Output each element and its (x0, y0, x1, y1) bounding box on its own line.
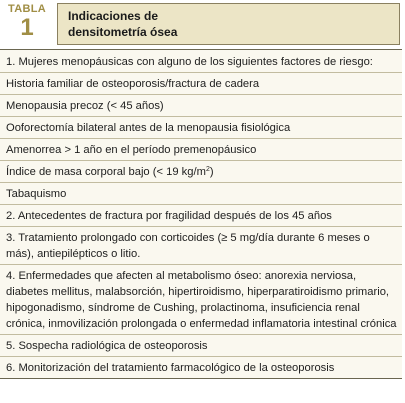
table-title-box (57, 3, 400, 45)
table-row-criterion-2: 2. Antecedentes de fractura por fragilidad después de los 45 años (0, 204, 402, 226)
table-row-oophorectomy: Ooforectomía bilateral antes de la menopausia fisiológica (0, 116, 402, 138)
table-number: 1 (20, 14, 34, 41)
table-row-criterion-4: 4. Enfermedades que afecten al metabolismo óseo: anorexia nerviosa, diabetes mellitus, malabsorción, hipertiroidismo, hiperparatiroidismo primario, hipogonadismo, síndrome de Cushing, prolactinoma, insuficiencia renal crónica, inmovilización prolongada o enfermedad inflamatoria intestinal crónica (0, 264, 402, 334)
low-bmi-superscript: 2 (205, 166, 210, 173)
table-row-criterion-5: 5. Sospecha radiológica de osteoporosis (0, 334, 402, 356)
table-title: Indicaciones de densitometría ósea (68, 9, 178, 39)
table-header (0, 0, 402, 50)
table-row-low-bmi (0, 160, 402, 182)
table-row-criterion-6: 6. Monitorización del tratamiento farmacológico de la osteoporosis (0, 356, 402, 378)
table-row-criterion-3: 3. Tratamiento prolongado con corticoides (≥ 5 mg/día durante 6 meses o más), antiepilépticos o litio. (0, 226, 402, 264)
table-body (0, 50, 402, 379)
table-row-amenorrhea: Amenorrea > 1 año en el período premenopáusico (0, 138, 402, 160)
table-label: TABLA (8, 3, 46, 15)
table-row-family-history: Historia familiar de osteoporosis/fractura de cadera (0, 72, 402, 94)
table-row-early-menopause: Menopausia precoz (< 45 años) (0, 94, 402, 116)
table-label-box (0, 0, 54, 49)
table-row-criterion-1: 1. Mujeres menopáusicas con alguno de los siguientes factores de riesgo: (6, 56, 373, 68)
table-row-smoking: Tabaquismo (0, 182, 402, 204)
low-bmi-text-after: ) (209, 166, 214, 178)
low-bmi-text: Índice de masa corporal bajo (< 19 kg/m (6, 166, 206, 178)
